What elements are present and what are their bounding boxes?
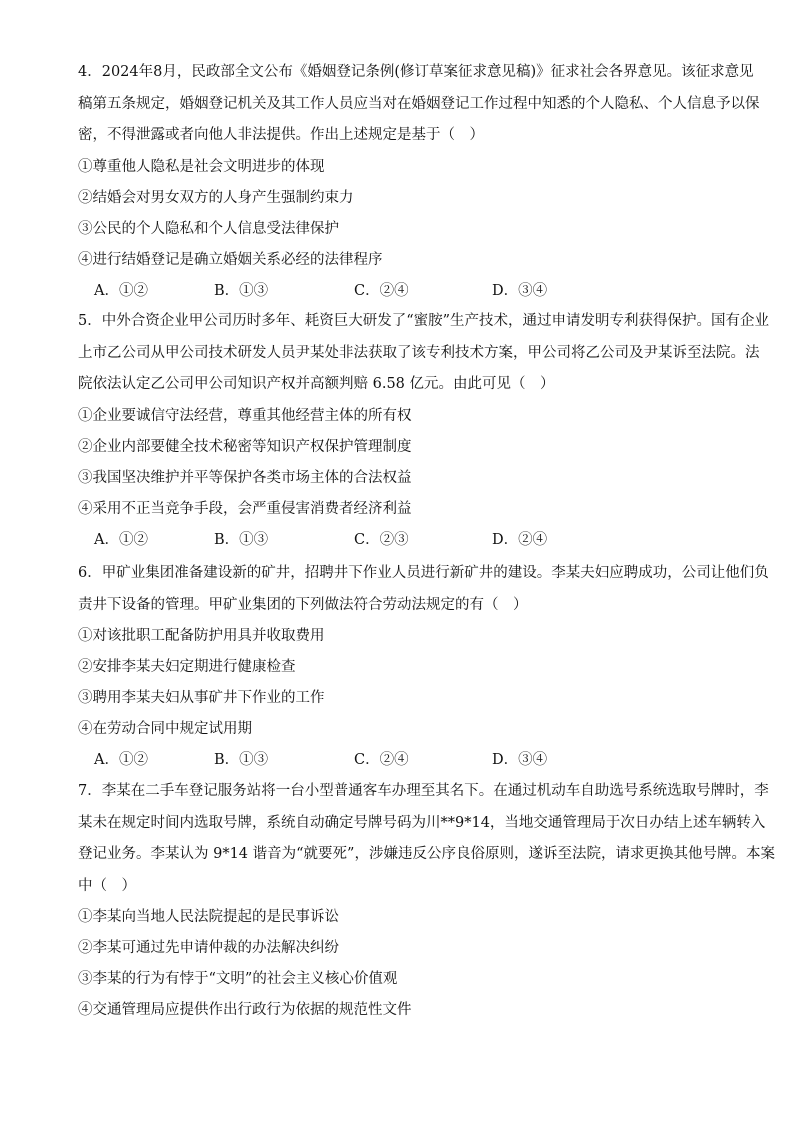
question-stem-line: 责井下设备的管理。甲矿业集团的下列做法符合劳动法规定的有（ ） [78, 596, 528, 613]
statement-option: ④在劳动合同中规定试用期 [78, 721, 252, 737]
statement-option: ④采用不正当竞争手段，会严重侵害消费者经济利益 [78, 500, 412, 517]
statement-option: ④交通管理局应提供作出行政行为依据的规范性文件 [78, 1002, 412, 1018]
question-stem-line: 6．甲矿业集团准备建设新的矿井，招聘井下作业人员进行新矿井的建设。李某夫妇应聘成功，公司让他们负 [78, 565, 769, 581]
question-stem-line: 7．李某在二手车登记服务站将一台小型普通客车办理至其名下。在通过机动车自助选号系统选取号牌时，李 [78, 783, 769, 799]
statement-option: ②企业内部要健全技术秘密等知识产权保护管理制度 [78, 438, 412, 455]
statement-option: ③李某的行为有悖于“文明”的社会主义核心价值观 [78, 971, 398, 987]
answer-choices [78, 745, 738, 776]
question-stem-line: 密，不得泄露或者向他人非法提供。作出上述规定是基于（ ） [78, 127, 484, 143]
choice-c: C．②③ [354, 531, 409, 548]
statement-option: ①李某向当地人民法院提起的是民事诉讼 [78, 909, 339, 925]
choice-a: A．①② [94, 531, 148, 548]
statement-option: ③公民的个人隐私和个人信息受法律保护 [78, 220, 339, 237]
question-stem-line: 某未在规定时间内选取号牌，系统自动确定号牌号码为川**9*14，当地交通管理局于次日办结上述车辆转入 [78, 814, 766, 831]
choice-b: B．①③ [214, 531, 269, 548]
choice-a: A．①② [94, 282, 148, 299]
statement-option: ①对该批职工配备防护用具并收取费用 [78, 628, 325, 644]
question-stem-line: 上市乙公司从甲公司技术研发人员尹某处非法获取了该专利技术方案，甲公司将乙公司及尹某诉至法院。法 [78, 344, 760, 361]
answer-choices [78, 276, 738, 307]
question-6 [78, 558, 769, 776]
question-5 [78, 306, 770, 556]
question-stem-line: 5．中外合资企业甲公司历时多年、耗资巨大研发了“蜜胺”生产技术，通过申请发明专利获得保护。国有企业 [78, 313, 770, 329]
question-stem-line: 中（ ） [78, 877, 136, 894]
choice-b: B．①③ [214, 752, 269, 768]
statement-option: ④进行结婚登记是确立婚姻关系必经的法律程序 [78, 251, 383, 268]
choice-d: D．③④ [492, 282, 548, 299]
question-stem-line: 4．2024年8月，民政部全文公布《婚姻登记条例(修订草案征求意见稿)》征求社会各界意见。该征求意见 [78, 64, 754, 80]
choice-d: D．②④ [492, 531, 548, 548]
statement-option: ②李某可通过先申请仲裁的办法解决纠纷 [78, 940, 339, 956]
statement-option: ③我国坚决维护并平等保护各类市场主体的合法权益 [78, 469, 412, 486]
answer-choices [78, 525, 738, 556]
statement-option: ①企业要诚信守法经营，尊重其他经营主体的所有权 [78, 407, 412, 424]
statement-option: ①尊重他人隐私是社会文明进步的体现 [78, 158, 325, 175]
choice-c: C．②④ [354, 752, 409, 768]
choice-b: B．①③ [214, 282, 269, 299]
choice-a: A．①② [94, 752, 148, 768]
question-7 [78, 776, 775, 1026]
question-4 [78, 57, 760, 307]
choice-d: D．③④ [492, 752, 548, 768]
question-stem-line: 院依法认定乙公司甲公司知识产权并高额判赔 6.58 亿元。由此可见（ ） [78, 376, 555, 392]
question-stem-line: 登记业务。李某认为 9*14 谐音为“就要死”，涉嫌违反公序良俗原则，遂诉至法院，请求更换其他号牌。本案 [78, 846, 775, 862]
statement-option: ②安排李某夫妇定期进行健康检查 [78, 659, 296, 675]
statement-option: ②结婚会对男女双方的人身产生强制约束力 [78, 189, 354, 206]
question-stem-line: 稿第五条规定，婚姻登记机关及其工作人员应当对在婚姻登记工作过程中知悉的个人隐私、个人信息予以保 [78, 95, 760, 112]
statement-option: ③聘用李某夫妇从事矿井下作业的工作 [78, 690, 325, 706]
choice-c: C．②④ [354, 282, 409, 299]
